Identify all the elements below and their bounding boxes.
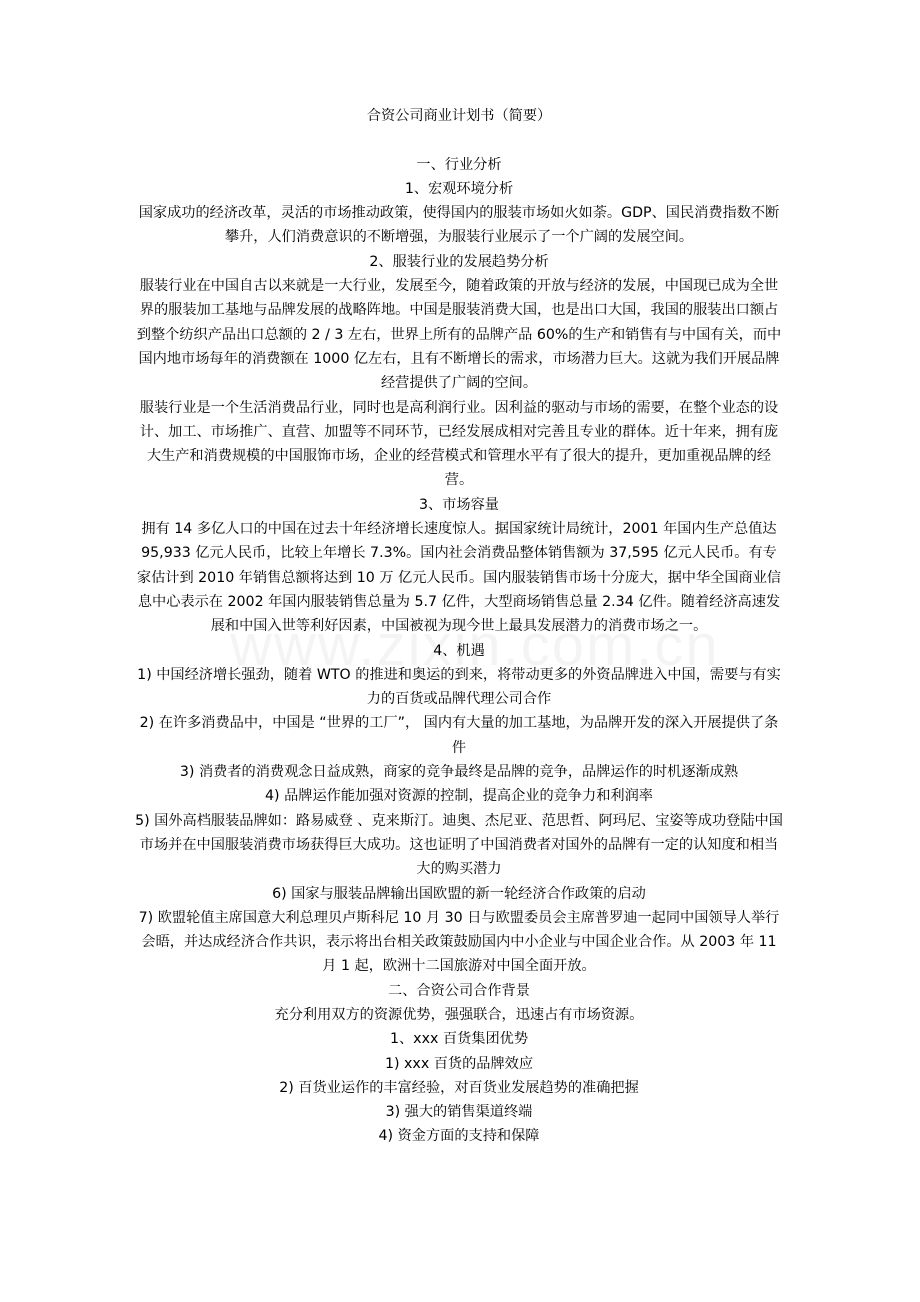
section-heading-background: 二、合资公司合作背景 [388,982,530,999]
list-item: 6) 国家与服装品牌输出国欧盟的新一轮经济合作政策的启动 [272,885,646,902]
list-item: 2) 百货业运作的丰富经验，对百货业发展趋势的准确把握 [279,1079,639,1096]
document-body [135,104,783,1149]
paragraph: 拥有 14 多亿人口的中国在过去十年经济增长速度惊人。据国家统计局统计，2001 年国内生产总值达 95,933 亿元人民币，比较上年增长 7.3%。国内社会消费品整体销售额为 37,595 亿元人民币。有专家估计到 2010 年销售总额将达到 10 万 亿元人民币。国内服装销售市场十分庞大，据中华全国商业信息中心表示在 2002 年国内服装销售总量为 5.7 亿件，大型商场销售总量 2.34 亿件。随着经济高速发展和中国入世等利好因素，中国被视为现今世上最具发展潜力的消费市场之一。 [136,521,782,635]
subsection-heading-macro: 1、宏观环境分析 [404,180,514,197]
list-item: 1) xxx 百货的品牌效应 [384,1055,534,1072]
list-item: 2) 在许多消费品中，中国是 “世界的工厂”， 国内有大量的加工基地，为品牌开发的深入开展提供了条件 [139,715,779,756]
list-item: 4) 品牌运作能加强对资源的控制，提高企业的竞争力和利润率 [265,788,653,805]
list-item: 3) 消费者的消费观念日益成熟，商家的竞争最终是品牌的竞争，品牌运作的时机逐渐成熟 [179,764,739,781]
list-item: 5) 国外高档服装品牌如：路易威登 、克来斯汀。迪奥、杰尼亚、范思哲、阿玛尼、宝姿等成功登陆中国市场并在中国服装消费市场获得巨大成功。这也证明了中国消费者对国外的品牌有一定的认知度和相当大的购买潜力 [135,812,783,878]
subsection-heading-trend: 2、服装行业的发展趋势分析 [369,253,549,270]
subsection-heading-market-capacity: 3、市场容量 [419,496,499,513]
paragraph: 国家成功的经济改革，灵活的市场推动政策，使得国内的服装市场如火如荼。GDP、国民消费指数不断攀升，人们消费意识的不断增强，为服装行业展示了一个广阔的发展空间。 [138,205,780,246]
paragraph: 服装行业在中国自古以来就是一大行业，发展至今，随着政策的开放与经济的发展，中国现已成为全世界的服装加工基地与品牌发展的战略阵地。中国是服装消费大国，也是出口大国，我国的服装出口额占到整个纺织产品出口总额的 2 / 3 左右，世界上所有的品牌产品 60%的生产和销售有与中国有关，而中国内地市场每年的消费额在 1000 亿左右，且有不断增长的需求，市场潜力巨大。这就为我们开展品牌经营提供了广阔的空间。 [136,278,782,392]
list-item: 3) 强大的销售渠道终端 [385,1104,533,1121]
list-item: 4) 资金方面的支持和保障 [378,1128,540,1145]
document-title: 合资公司商业计划书（简要） [366,108,552,124]
list-item: 1) 中国经济增长强劲，随着 WTO 的推进和奥运的到来，将带动更多的外资品牌进入中国，需要与有实力的百货或品牌代理公司合作 [137,666,781,708]
subsection-heading-opportunity: 4、机遇 [433,642,485,659]
list-item: 7) 欧盟轮值主席国意大利总理贝卢斯科尼 10 月 30 日与欧盟委员会主席普罗迪一起同中国领导人举行会晤，并达成经济合作共识，表示将出台相关政策鼓励国内中小企业与中国企业合作。从 2003 年 11 月 1 起，欧洲十二国旅游对中国全面开放。 [138,909,780,975]
subsection-heading-advantage: 1、xxx 百货集团优势 [389,1031,529,1048]
paragraph: 服装行业是一个生活消费品行业，同时也是高利润行业。因利益的驱动与市场的需要，在整个业态的设计、加工、市场推广、直营、加盟等不同环节，已经发展成相对完善且专业的群体。近十年来，拥有庞大生产和消费规模的中国服饰市场，企业的经营模式和管理水平有了很大的提升，更加重视品牌的经营。 [139,399,779,489]
paragraph: 充分利用双方的资源优势，强强联合，迅速占有市场资源。 [274,1006,644,1023]
section-heading-industry-analysis: 一、行业分析 [416,156,502,173]
